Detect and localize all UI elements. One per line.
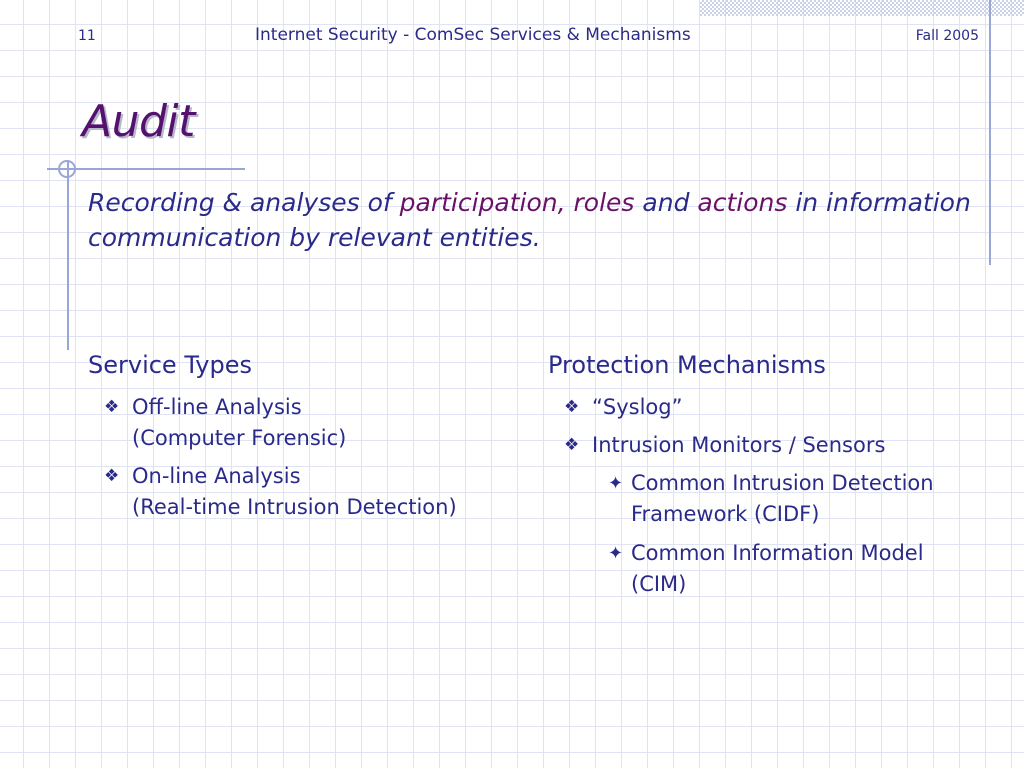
definition-text (88, 185, 988, 255)
definition-highlight-actions: actions (697, 188, 788, 217)
list-item (548, 392, 988, 423)
item-label: Intrusion Monitors / Sensors (592, 433, 886, 457)
protection-mechanisms-heading: Protection Mechanisms (548, 351, 826, 379)
item-line-1: Off-line Analysis (132, 395, 302, 419)
protection-mechanisms-column (548, 348, 988, 608)
list-item (548, 430, 988, 461)
sub-list-item (548, 538, 988, 600)
item-line-1: Common Information Model (631, 541, 924, 565)
course-title: Internet Security - ComSec Services & Mechanisms (255, 25, 691, 45)
definition-part-3: in information communication by relevant entities. (88, 188, 971, 252)
four-point-star-icon: ✦ (608, 473, 624, 494)
right-decorative-line (989, 0, 991, 265)
list-item (88, 392, 508, 454)
term-date: Fall 2005 (915, 28, 979, 44)
top-decorative-pattern (700, 0, 1024, 16)
definition-highlight-participation-roles: participation, roles (399, 188, 635, 217)
definition-part-2: and (634, 188, 698, 217)
item-label: “Syslog” (592, 395, 683, 419)
definition-part-1: Recording & analyses of (88, 188, 400, 217)
diamond-bullet-icon: ❖ (564, 435, 580, 455)
list-item (88, 461, 508, 523)
item-line-2: (CIM) (631, 572, 687, 596)
item-line-2: Framework (CIDF) (631, 502, 820, 526)
item-line-1: Common Intrusion Detection (631, 471, 934, 495)
service-types-heading: Service Types (88, 351, 252, 379)
slide-title: Audit (82, 96, 195, 147)
sub-list-item (548, 468, 988, 530)
left-decorative-line (67, 160, 69, 350)
crosshair-icon (56, 158, 78, 180)
item-line-2: (Real-time Intrusion Detection) (132, 495, 457, 519)
diamond-bullet-icon: ❖ (564, 397, 580, 417)
diamond-bullet-icon: ❖ (104, 397, 120, 417)
service-types-column (88, 348, 508, 530)
item-line-2: (Computer Forensic) (132, 426, 347, 450)
diamond-bullet-icon: ❖ (104, 466, 120, 486)
item-line-1: On-line Analysis (132, 464, 301, 488)
slide-number: 11 (78, 28, 96, 44)
four-point-star-icon: ✦ (608, 543, 624, 564)
